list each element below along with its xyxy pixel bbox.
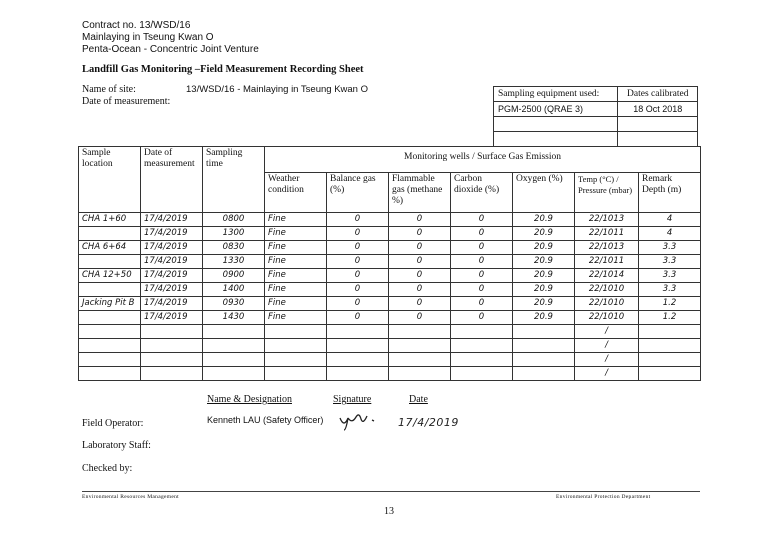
table-row (79, 311, 701, 325)
cell-temp: 22/1011 (575, 227, 639, 241)
cell-oxygen (513, 339, 575, 353)
cell-remark: 1.2 (639, 297, 701, 311)
col-temp-pressure: Temp (°C) / Pressure (mbar) (575, 173, 639, 213)
cell-weather: Fine (265, 297, 327, 311)
cell-oxygen: 20.9 (513, 241, 575, 255)
cell-flammable: 0 (389, 227, 451, 241)
footer-left: Environmental Resources Management (82, 494, 179, 500)
cell-time: 1400 (203, 283, 265, 297)
col-monitoring-group: Monitoring wells / Surface Gas Emission (265, 147, 701, 173)
equipment-name: PGM-2500 (QRAE 3) (494, 102, 618, 117)
cell-date: 17/4/2019 (141, 227, 203, 241)
cell-remark (639, 325, 701, 339)
cell-temp: / (575, 325, 639, 339)
cell-co2: 0 (451, 213, 513, 227)
cell-flammable: 0 (389, 213, 451, 227)
signature-header: Signature (333, 394, 372, 405)
name-designation-header: Name & Designation (207, 394, 292, 405)
cell-date: 17/4/2019 (141, 269, 203, 283)
cell-location (79, 311, 141, 325)
cell-time: 1330 (203, 255, 265, 269)
calibration-date (618, 132, 698, 147)
cell-balance: 0 (327, 283, 389, 297)
field-operator-name: Kenneth LAU (Safety Officer) (207, 415, 324, 425)
handwritten-signature (338, 410, 388, 432)
cell-remark (639, 339, 701, 353)
footer-divider (82, 491, 700, 492)
cell-balance: 0 (327, 311, 389, 325)
equipment-name (494, 117, 618, 132)
cell-remark (639, 353, 701, 367)
col-sampling-time: Sampling time (203, 147, 265, 213)
cell-location: CHA 6+64 (79, 241, 141, 255)
laboratory-staff-label: Laboratory Staff: (82, 440, 151, 451)
cell-oxygen (513, 353, 575, 367)
cell-time: 1430 (203, 311, 265, 325)
table-row (79, 255, 701, 269)
contract-number: Contract no. 13/WSD/16 (82, 20, 191, 31)
cell-time: 0830 (203, 241, 265, 255)
cell-date: 17/4/2019 (141, 241, 203, 255)
site-name-label: Name of site: (82, 84, 136, 95)
cell-balance: 0 (327, 255, 389, 269)
cell-location (79, 367, 141, 381)
cell-date: 17/4/2019 (141, 297, 203, 311)
cell-oxygen: 20.9 (513, 255, 575, 269)
calibration-date: 18 Oct 2018 (618, 102, 698, 117)
cell-oxygen: 20.9 (513, 213, 575, 227)
cell-co2: 0 (451, 255, 513, 269)
cell-flammable: 0 (389, 297, 451, 311)
cell-co2: 0 (451, 297, 513, 311)
table-row (79, 283, 701, 297)
cell-flammable: 0 (389, 255, 451, 269)
cell-location: CHA 1+60 (79, 213, 141, 227)
equipment-header: Sampling equipment used: (494, 87, 618, 102)
cell-weather (265, 325, 327, 339)
cell-location (79, 339, 141, 353)
cell-co2: 0 (451, 269, 513, 283)
cell-balance (327, 325, 389, 339)
cell-flammable: 0 (389, 283, 451, 297)
cell-time: 0800 (203, 213, 265, 227)
cell-oxygen: 20.9 (513, 227, 575, 241)
cell-time: 0900 (203, 269, 265, 283)
col-flammable-gas: Flammable gas (methane %) (389, 173, 451, 213)
cell-temp: 22/1010 (575, 311, 639, 325)
cell-remark: 3.3 (639, 255, 701, 269)
cell-date (141, 325, 203, 339)
cell-weather: Fine (265, 241, 327, 255)
table-row (79, 241, 701, 255)
cell-flammable (389, 339, 451, 353)
cell-flammable (389, 367, 451, 381)
date-header: Date (409, 394, 428, 405)
cell-location (79, 255, 141, 269)
cell-date (141, 367, 203, 381)
calibration-header: Dates calibrated (618, 87, 698, 102)
cell-remark: 3.3 (639, 283, 701, 297)
cell-balance: 0 (327, 227, 389, 241)
cell-weather: Fine (265, 213, 327, 227)
cell-time: 0930 (203, 297, 265, 311)
field-operator-label: Field Operator: (82, 418, 144, 429)
cell-temp: / (575, 367, 639, 381)
cell-location (79, 227, 141, 241)
cell-flammable: 0 (389, 311, 451, 325)
table-row (79, 269, 701, 283)
cell-temp: / (575, 353, 639, 367)
cell-co2: 0 (451, 283, 513, 297)
col-sample-location: Sample location (79, 147, 141, 213)
cell-time (203, 353, 265, 367)
table-row (79, 325, 701, 339)
cell-balance (327, 367, 389, 381)
page-number: 13 (384, 506, 394, 517)
cell-weather (265, 339, 327, 353)
calibration-date (618, 117, 698, 132)
cell-location (79, 325, 141, 339)
cell-flammable: 0 (389, 241, 451, 255)
cell-date (141, 339, 203, 353)
cell-time (203, 339, 265, 353)
footer-right: Environmental Protection Department (556, 494, 651, 500)
cell-remark: 3.3 (639, 241, 701, 255)
col-carbon-dioxide: Carbon dioxide (%) (451, 173, 513, 213)
cell-location: Jacking Pit B (79, 297, 141, 311)
cell-remark: 3.3 (639, 269, 701, 283)
cell-temp: 22/1011 (575, 255, 639, 269)
table-row (79, 353, 701, 367)
cell-remark: 1.2 (639, 311, 701, 325)
field-operator-date: 17/4/2019 (398, 416, 459, 429)
cell-balance (327, 339, 389, 353)
cell-location (79, 283, 141, 297)
equipment-name (494, 132, 618, 147)
table-row (79, 367, 701, 381)
contractor-name: Penta-Ocean - Concentric Joint Venture (82, 44, 259, 55)
cell-flammable (389, 353, 451, 367)
cell-oxygen: 20.9 (513, 311, 575, 325)
cell-temp: 22/1014 (575, 269, 639, 283)
cell-location (79, 353, 141, 367)
cell-flammable: 0 (389, 269, 451, 283)
cell-oxygen (513, 367, 575, 381)
date-of-measurement-label: Date of measurement: (82, 96, 171, 107)
cell-balance (327, 353, 389, 367)
table-row (79, 339, 701, 353)
cell-balance: 0 (327, 269, 389, 283)
cell-oxygen (513, 325, 575, 339)
cell-balance: 0 (327, 213, 389, 227)
project-name: Mainlaying in Tseung Kwan O (82, 32, 214, 43)
cell-temp: 22/1010 (575, 283, 639, 297)
checked-by-label: Checked by: (82, 463, 133, 474)
table-row (79, 227, 701, 241)
cell-date: 17/4/2019 (141, 255, 203, 269)
table-row (79, 297, 701, 311)
cell-remark: 4 (639, 213, 701, 227)
measurement-table (78, 146, 701, 381)
cell-date: 17/4/2019 (141, 283, 203, 297)
cell-co2: 0 (451, 227, 513, 241)
cell-time: 1300 (203, 227, 265, 241)
cell-co2 (451, 353, 513, 367)
equipment-table (493, 86, 698, 147)
cell-oxygen: 20.9 (513, 283, 575, 297)
cell-remark (639, 367, 701, 381)
cell-temp: 22/1010 (575, 297, 639, 311)
cell-weather: Fine (265, 283, 327, 297)
cell-co2 (451, 339, 513, 353)
col-oxygen: Oxygen (%) (513, 173, 575, 213)
col-balance-gas: Balance gas (%) (327, 173, 389, 213)
cell-co2 (451, 325, 513, 339)
cell-weather: Fine (265, 269, 327, 283)
cell-location: CHA 12+50 (79, 269, 141, 283)
cell-temp: 22/1013 (575, 213, 639, 227)
site-name-value: 13/WSD/16 - Mainlaying in Tseung Kwan O (186, 84, 368, 95)
table-row (79, 213, 701, 227)
sheet-title: Landfill Gas Monitoring –Field Measurement Recording Sheet (82, 64, 364, 75)
col-remark-depth: Remark Depth (m) (639, 173, 701, 213)
col-weather: Weather condition (265, 173, 327, 213)
cell-co2: 0 (451, 311, 513, 325)
cell-weather: Fine (265, 311, 327, 325)
cell-time (203, 367, 265, 381)
cell-balance: 0 (327, 297, 389, 311)
cell-temp: / (575, 339, 639, 353)
cell-date: 17/4/2019 (141, 311, 203, 325)
cell-date (141, 353, 203, 367)
cell-oxygen: 20.9 (513, 297, 575, 311)
col-date-of-measurement: Date of measurement (141, 147, 203, 213)
cell-date: 17/4/2019 (141, 213, 203, 227)
cell-temp: 22/1013 (575, 241, 639, 255)
cell-oxygen: 20.9 (513, 269, 575, 283)
cell-weather (265, 367, 327, 381)
cell-time (203, 325, 265, 339)
cell-co2: 0 (451, 241, 513, 255)
cell-weather: Fine (265, 255, 327, 269)
cell-co2 (451, 367, 513, 381)
cell-remark: 4 (639, 227, 701, 241)
cell-weather: Fine (265, 227, 327, 241)
cell-balance: 0 (327, 241, 389, 255)
cell-weather (265, 353, 327, 367)
cell-flammable (389, 325, 451, 339)
